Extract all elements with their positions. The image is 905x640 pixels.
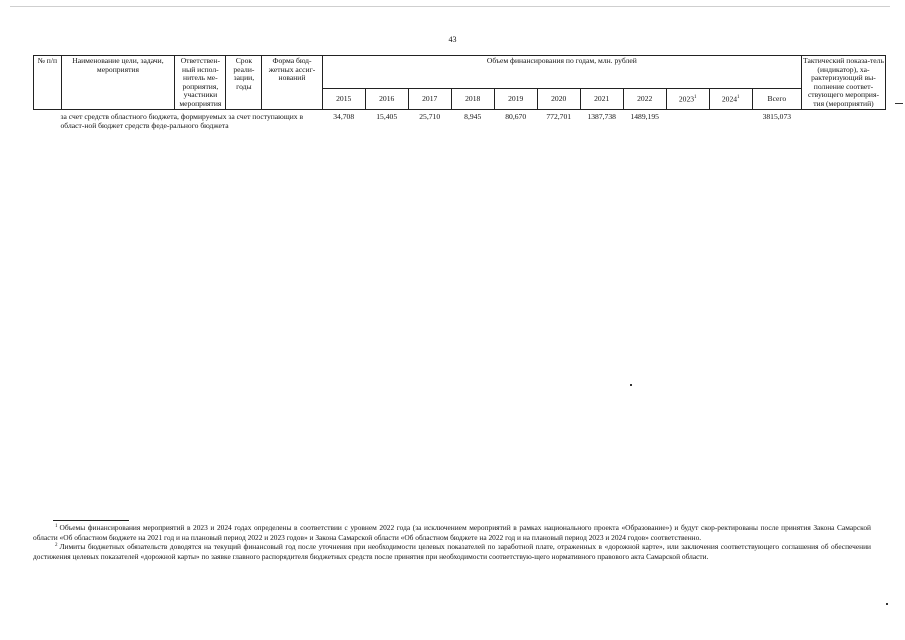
header-row-main [34,56,886,89]
value-cell [666,110,709,131]
row-description: за счет средств областного бюджета, формируемых за счет поступающих в област-ной бюджет средств феде-рального бюджета [60,112,304,130]
year-label: 2017 [422,93,438,103]
scan-speck [886,603,888,605]
value-cell: 80,670 [505,112,527,121]
footnotes [33,520,871,562]
year-label: 2019 [508,93,524,103]
scan-speck [895,103,903,104]
header-year [494,89,537,110]
header-term: Срок реали-зации, годы [226,56,262,110]
header-year [365,89,408,110]
year-label: 2021 [594,93,610,103]
footnote-2-text: Лимиты бюджетных обязательств доводятся на текущий финансовый год после уточнения при необходимости целевых показателей по заработной плате, отраженных в «дорожной карте», или заключения соответствующего соглашения об обеспечении достижения целевых показателей «дорожной карты» по заявке главного распорядителя бюджетных средств после принятия при необходимости соответствую-щего нормативного правового акта Самарской области. [33,542,871,561]
scan-edge-line [10,6,890,7]
header-indicator: Тактический показа-тель (индикатор), ха-рактеризующий вы-полнение соответ-ствующего мероприя-тия (мероприятий) [803,56,884,108]
header-year [322,89,365,110]
year-label: 2015 [336,93,352,103]
value-cell [709,110,752,131]
footnote-2-mark: 2 [55,542,58,548]
value-cell: 3815,073 [762,112,792,121]
header-year [752,89,801,110]
header-year [451,89,494,110]
header-name: Наименование цели, задачи, мероприятия [61,56,175,110]
header-form: Форма бюд-жетных ассиг-нований [262,56,322,110]
value-cell: 8,945 [464,112,482,121]
header-year [408,89,451,110]
year-label: 2020 [551,93,567,103]
scan-speck [630,384,632,386]
header-year [666,89,709,110]
footnote-1-text: Объемы финансирования мероприятий в 2023 и 2024 годах определены в соответствии с уровнем 2022 года (за исключением мероприятий в рамках национального проекта «Образование») и будут скор-ректированы после принятия Закона Самарской области «Об областном бюджете на 2021 год и на плановый период 2022 и 2023 годов» и Закона Самарской области «Об областном бюджете на 2022 год и на плановый период 2023 и 2024 годов» соответственно. [33,523,871,542]
value-cell: 15,405 [376,112,398,121]
year-label: 2016 [379,93,395,103]
year-label: 2018 [465,93,481,103]
footnote-rule [53,520,129,521]
footnote-1 [33,523,871,542]
year-footnote-mark: 1 [694,94,697,100]
page-number: 43 [448,35,457,44]
header-year [623,89,666,110]
budget-table [33,55,886,130]
value-cell: 1489,195 [630,112,659,121]
year-label: 2024 [721,94,738,104]
value-cell: 1387,738 [587,112,616,121]
table-row [34,110,886,131]
header-num: № п/п [34,56,62,110]
header-year [580,89,623,110]
header-year [709,89,752,110]
header-responsible: Ответствен-ный испол-нитель ме-роприятия, участники мероприятия [175,56,226,110]
header-year [537,89,580,110]
year-label: Всего [767,93,787,103]
footnote-2 [33,542,871,561]
footnote-1-mark: 1 [55,523,58,529]
year-label: 2022 [637,93,653,103]
value-cell: 25,710 [419,112,441,121]
year-footnote-mark: 1 [737,94,740,100]
value-cell: 772,701 [546,112,572,121]
header-funding: Объем финансирования по годам, млн. рублей [322,56,801,89]
value-cell: 34,708 [333,112,355,121]
indicator-cell [801,110,885,131]
year-label: 2023 [678,94,695,104]
